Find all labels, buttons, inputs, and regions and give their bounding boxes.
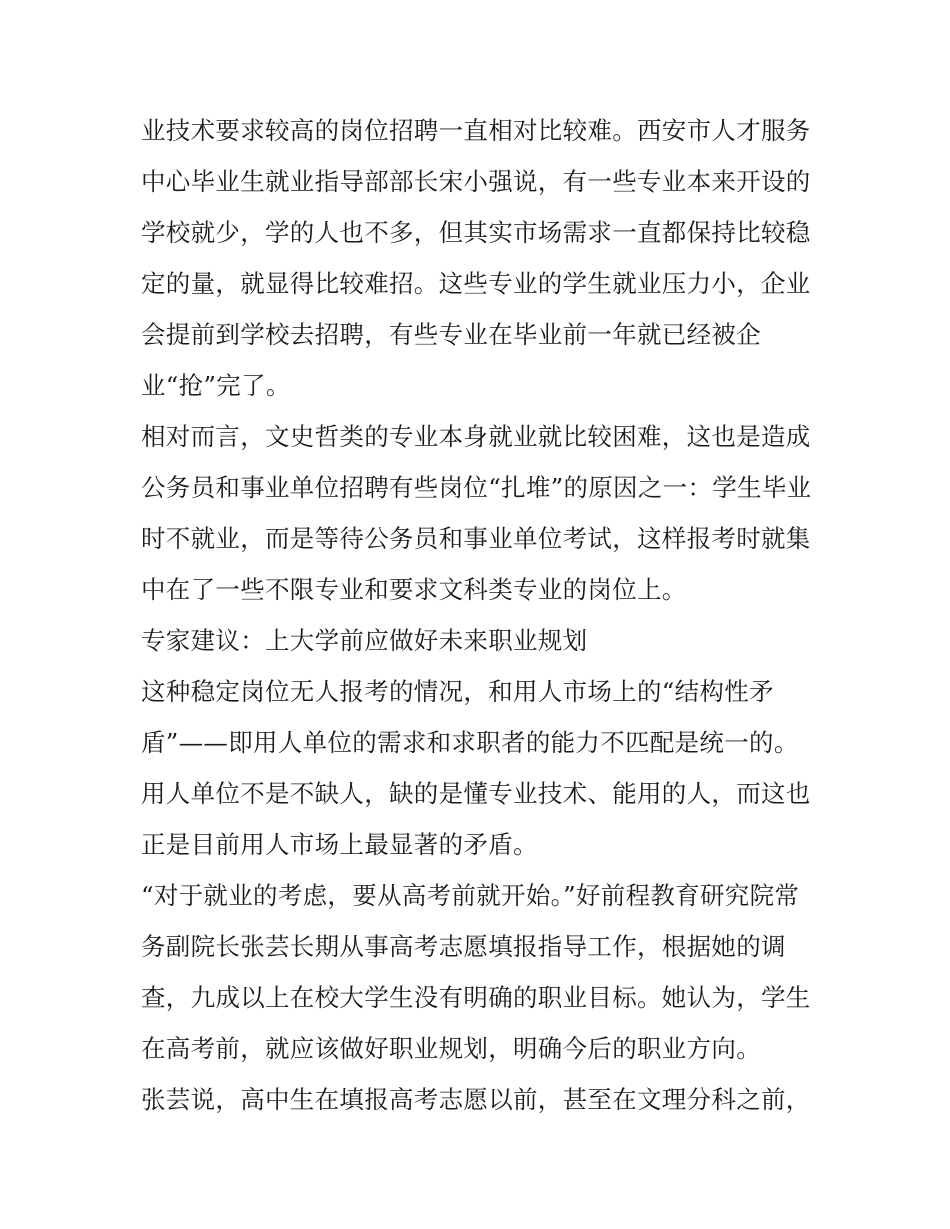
- section-heading: 专家建议：上大学前应做好未来职业规划: [141, 626, 588, 655]
- text-line: 中心毕业生就业指导部部长宋小强说，有一些专业本来开设的: [141, 167, 811, 196]
- text-line: 这种稳定岗位无人报考的情况，和用人市场上的“结构性矛: [141, 677, 774, 706]
- text-line: 业“抢”完了。: [141, 371, 291, 400]
- text-line: 查，九成以上在校大学生没有明确的职业目标。她认为，学生: [141, 983, 811, 1012]
- text-line: 时不就业，而是等待公务员和事业单位考试，这样报考时就集: [141, 524, 811, 553]
- text-line: 相对而言，文史哲类的专业本身就业就比较困难，这也是造成: [141, 422, 811, 451]
- text-line: 定的量，就显得比较难招。这些专业的学生就业压力小，企业: [141, 269, 811, 298]
- text-line: 中在了一些不限专业和要求文科类专业的岗位上。: [141, 575, 687, 604]
- text-line: 业技术要求较高的岗位招聘一直相对比较难。西安市人才服务: [141, 116, 811, 145]
- text-line: 正是目前用人市场上最显著的矛盾。: [141, 830, 538, 859]
- text-line: “对于就业的考虑，要从高考前就开始。”好前程教育研究院常: [141, 881, 800, 910]
- text-line: 公务员和事业单位招聘有些岗位“扎堆”的原因之一：学生毕业: [141, 473, 812, 502]
- text-line: 盾”——即用人单位的需求和求职者的能力不匹配是统一的。: [141, 728, 799, 757]
- text-line: 务副院长张芸长期从事高考志愿填报指导工作，根据她的调: [141, 932, 786, 961]
- text-line: 会提前到学校去招聘，有些专业在毕业前一年就已经被企: [141, 320, 761, 349]
- body-text: [141, 105, 821, 1125]
- text-line: 张芸说，高中生在填报高考志愿以前，甚至在文理分科之前，: [141, 1085, 811, 1114]
- text-line: 在高考前，就应该做好职业规划，明确今后的职业方向。: [141, 1034, 761, 1063]
- text-line: 学校就少，学的人也不多，但其实市场需求一直都保持比较稳: [141, 218, 811, 247]
- text-line: 用人单位不是不缺人，缺的是懂专业技术、能用的人，而这也: [141, 779, 811, 808]
